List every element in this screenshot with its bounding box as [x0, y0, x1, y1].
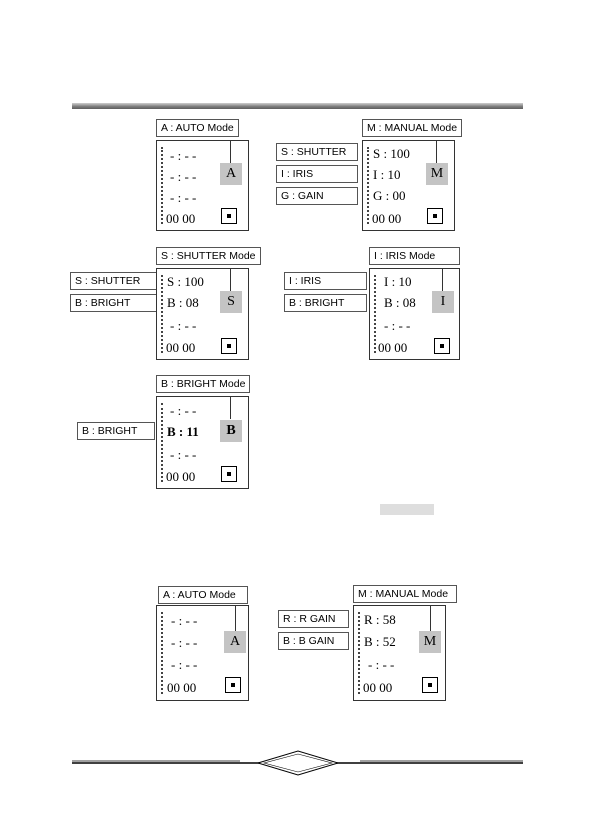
dotted-edge — [161, 612, 163, 694]
display-row: S : 100 — [373, 146, 410, 161]
status-box-icon — [221, 338, 237, 354]
side-label: R : R GAIN — [278, 610, 349, 628]
mode-title-label: M : MANUAL Mode — [362, 119, 462, 137]
connector-line — [430, 606, 431, 631]
side-label: I : IRIS — [284, 272, 367, 290]
side-label: I : IRIS — [276, 165, 358, 183]
header-rule — [72, 103, 523, 109]
display-row: 00 00 — [166, 340, 196, 355]
display-row: - : - - — [170, 318, 197, 333]
display-row: - : - - — [170, 190, 197, 205]
status-box-icon — [422, 677, 438, 693]
mode-title-label: A : AUTO Mode — [156, 119, 239, 137]
display-row: S : 100 — [167, 274, 204, 289]
display-panel — [353, 605, 446, 701]
display-panel — [369, 268, 460, 360]
display-row: - : - - — [170, 169, 197, 184]
status-box-icon — [225, 677, 241, 693]
display-row: R : 58 — [364, 612, 396, 627]
side-label: S : SHUTTER — [276, 143, 358, 161]
display-row: I : 10 — [373, 167, 401, 182]
display-panel — [156, 396, 249, 489]
display-row: 00 00 — [363, 680, 393, 695]
display-row: - : - - — [171, 635, 198, 650]
connector-line — [235, 606, 236, 631]
display-row: 00 00 — [378, 340, 408, 355]
display-panel — [156, 605, 249, 701]
side-label: G : GAIN — [276, 187, 358, 205]
display-row: B : 52 — [364, 634, 396, 649]
display-row: - : - - — [170, 148, 197, 163]
display-row: 00 00 — [166, 469, 196, 484]
status-box-icon — [221, 208, 237, 224]
mode-title-label: A : AUTO Mode — [158, 586, 248, 604]
display-row: 00 00 — [167, 680, 197, 695]
connector-line — [436, 141, 437, 163]
display-row: G : 00 — [373, 188, 406, 203]
side-label: B : B GAIN — [278, 632, 349, 650]
mode-title-label: S : SHUTTER Mode — [156, 247, 261, 265]
display-row: - : - - — [368, 657, 395, 672]
dotted-edge — [358, 612, 360, 694]
mode-indicator: S — [220, 291, 242, 313]
side-label: B : BRIGHT — [77, 422, 155, 440]
connector-line — [230, 269, 231, 291]
display-row: - : - - — [171, 657, 198, 672]
mode-indicator: M — [426, 163, 448, 185]
status-box-icon — [427, 208, 443, 224]
mode-indicator: A — [224, 631, 246, 653]
mode-title-label: I : IRIS Mode — [369, 247, 460, 265]
mode-indicator: I — [432, 291, 454, 313]
display-row: B : 08 — [167, 295, 199, 310]
mode-indicator: A — [220, 163, 242, 185]
dotted-edge — [161, 403, 163, 482]
status-box-icon — [434, 338, 450, 354]
mode-title-label: M : MANUAL Mode — [353, 585, 457, 603]
display-row: I : 10 — [384, 274, 412, 289]
dotted-edge — [367, 147, 369, 224]
footer-ornament — [0, 745, 595, 785]
gray-highlight-bar — [380, 504, 434, 515]
side-label: S : SHUTTER — [70, 272, 157, 290]
display-row: B : 11 — [167, 424, 199, 439]
display-panel — [362, 140, 455, 231]
mode-indicator: B — [220, 420, 242, 442]
mode-indicator: M — [419, 631, 441, 653]
display-panel — [156, 268, 249, 360]
display-panel — [156, 140, 249, 231]
display-row: 00 00 — [372, 211, 402, 226]
dotted-edge — [374, 275, 376, 353]
display-row: - : - - — [170, 447, 197, 462]
display-row: - : - - — [170, 403, 197, 418]
status-box-icon — [221, 466, 237, 482]
mode-title-label: B : BRIGHT Mode — [156, 375, 250, 393]
side-label: B : BRIGHT — [70, 294, 157, 312]
connector-line — [442, 269, 443, 291]
side-label: B : BRIGHT — [284, 294, 367, 312]
display-row: B : 08 — [384, 295, 416, 310]
connector-line — [230, 397, 231, 419]
display-row: - : - - — [171, 613, 198, 628]
display-row: 00 00 — [166, 211, 196, 226]
connector-line — [230, 141, 231, 163]
dotted-edge — [161, 147, 163, 224]
dotted-edge — [161, 275, 163, 353]
display-row: - : - - — [384, 318, 411, 333]
